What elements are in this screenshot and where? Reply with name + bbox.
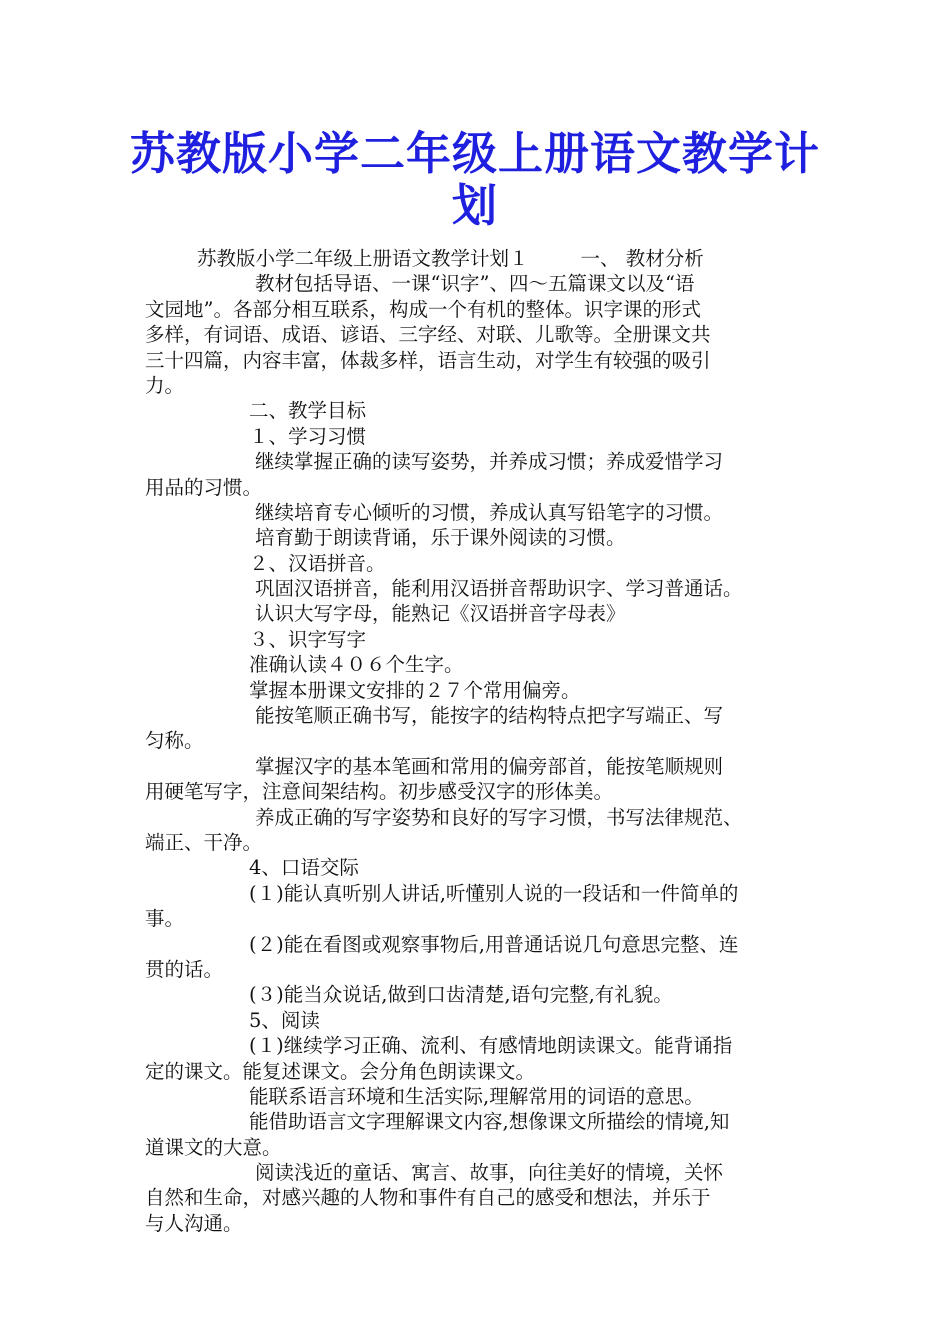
text-line: 力。: [145, 373, 185, 397]
text-line: 与人沟通。: [145, 1211, 243, 1235]
title-line-1: 苏教版小学二年级上册语文教学计: [129, 127, 820, 180]
text-line: 培育勤于朗读背诵，乐于课外阅读的习惯。: [255, 526, 626, 550]
text-line: 定的课文。能复述课文。会分角色朗读课文。: [145, 1059, 536, 1083]
section-heading-textbook-analysis: 一、 教材分析: [580, 247, 704, 270]
text-line: 三十四篇，内容丰富，体裁多样，语言生动，对学生有较强的吸引: [145, 348, 711, 372]
text-line: 准确认读４０６个生字。: [249, 653, 464, 677]
text-line: 继续培育专心倾听的习惯，养成认真写铅笔字的习惯。: [255, 500, 724, 524]
text-line: ２、汉语拼音。: [249, 551, 386, 575]
text-line: 用硬笔写字，注意间架结构。初步感受汉字的形体美。: [145, 780, 614, 804]
text-line: 继续掌握正确的读写姿势，并养成习惯；养成爱惜学习: [255, 450, 724, 474]
text-line: 巩固汉语拼音，能利用汉语拼音帮助识字、学习普通话。: [255, 577, 743, 601]
text-line: (３)能当众说话,做到口齿清楚,语句完整,有礼貌。: [249, 983, 673, 1007]
text-line: 事。: [145, 907, 185, 931]
text-line: 养成正确的写字姿势和良好的写字习惯，书写法律规范、: [255, 805, 743, 829]
text-line: 教材包括导语、一课“识字”、四～五篇课文以及“语: [255, 272, 695, 296]
title-line-2: 划: [451, 179, 498, 232]
intro-heading: 苏教版小学二年级上册语文教学计划１: [197, 247, 529, 270]
intro-line: [145, 246, 817, 271]
text-line: 能借助语言文字理解课文内容,想像课文所描绘的情境,知: [249, 1110, 730, 1134]
text-line: (２)能在看图或观察事物后,用普通话说几句意思完整、连: [249, 932, 739, 956]
body-lines: [145, 271, 817, 1236]
document-body: [145, 246, 817, 1236]
text-line: 阅读浅近的童话、寓言、故事，向往美好的情境，关怀: [255, 1161, 724, 1185]
text-line: 道课文的大意。: [145, 1135, 282, 1159]
text-line: 5、阅读: [249, 1008, 320, 1032]
text-line: 多样，有词语、成语、谚语、三字经、对联、儿歌等。全册课文共: [145, 323, 711, 347]
text-line: ３、识字写字: [249, 627, 367, 651]
text-line: 端正、干净。: [145, 830, 263, 854]
text-line: 掌握汉字的基本笔画和常用的偏旁部首，能按笔顺规则: [255, 754, 724, 778]
text-line: 贯的话。: [145, 957, 224, 981]
text-line: １、学习习惯: [249, 424, 367, 448]
text-line: (１)继续学习正确、流利、有感情地朗读课文。能背诵指: [249, 1034, 733, 1058]
text-line: 用品的习惯。: [145, 475, 263, 499]
text-line: 匀称。: [145, 729, 204, 753]
text-line: 自然和生命，对感兴趣的人物和事件有自己的感受和想法，并乐于: [145, 1186, 711, 1210]
text-line: 4、口语交际: [249, 856, 359, 880]
text-line: (１)能认真听别人讲话,听懂别人说的一段话和一件简单的: [249, 881, 739, 905]
document-title: [120, 128, 830, 232]
text-line: 二、教学目标: [249, 399, 367, 423]
text-line: 掌握本册课文安排的２７个常用偏旁。: [249, 678, 581, 702]
text-line: 能联系语言环境和生活实际,理解常用的词语的意思。: [249, 1084, 704, 1108]
text-line: 文园地”。各部分相互联系，构成一个有机的整体。识字课的形式: [145, 297, 701, 321]
text-line: 认识大写字母，能熟记《汉语拼音字母表》: [255, 602, 626, 626]
text-line: 能按笔顺正确书写，能按字的结构特点把字写端正、写: [255, 704, 724, 728]
